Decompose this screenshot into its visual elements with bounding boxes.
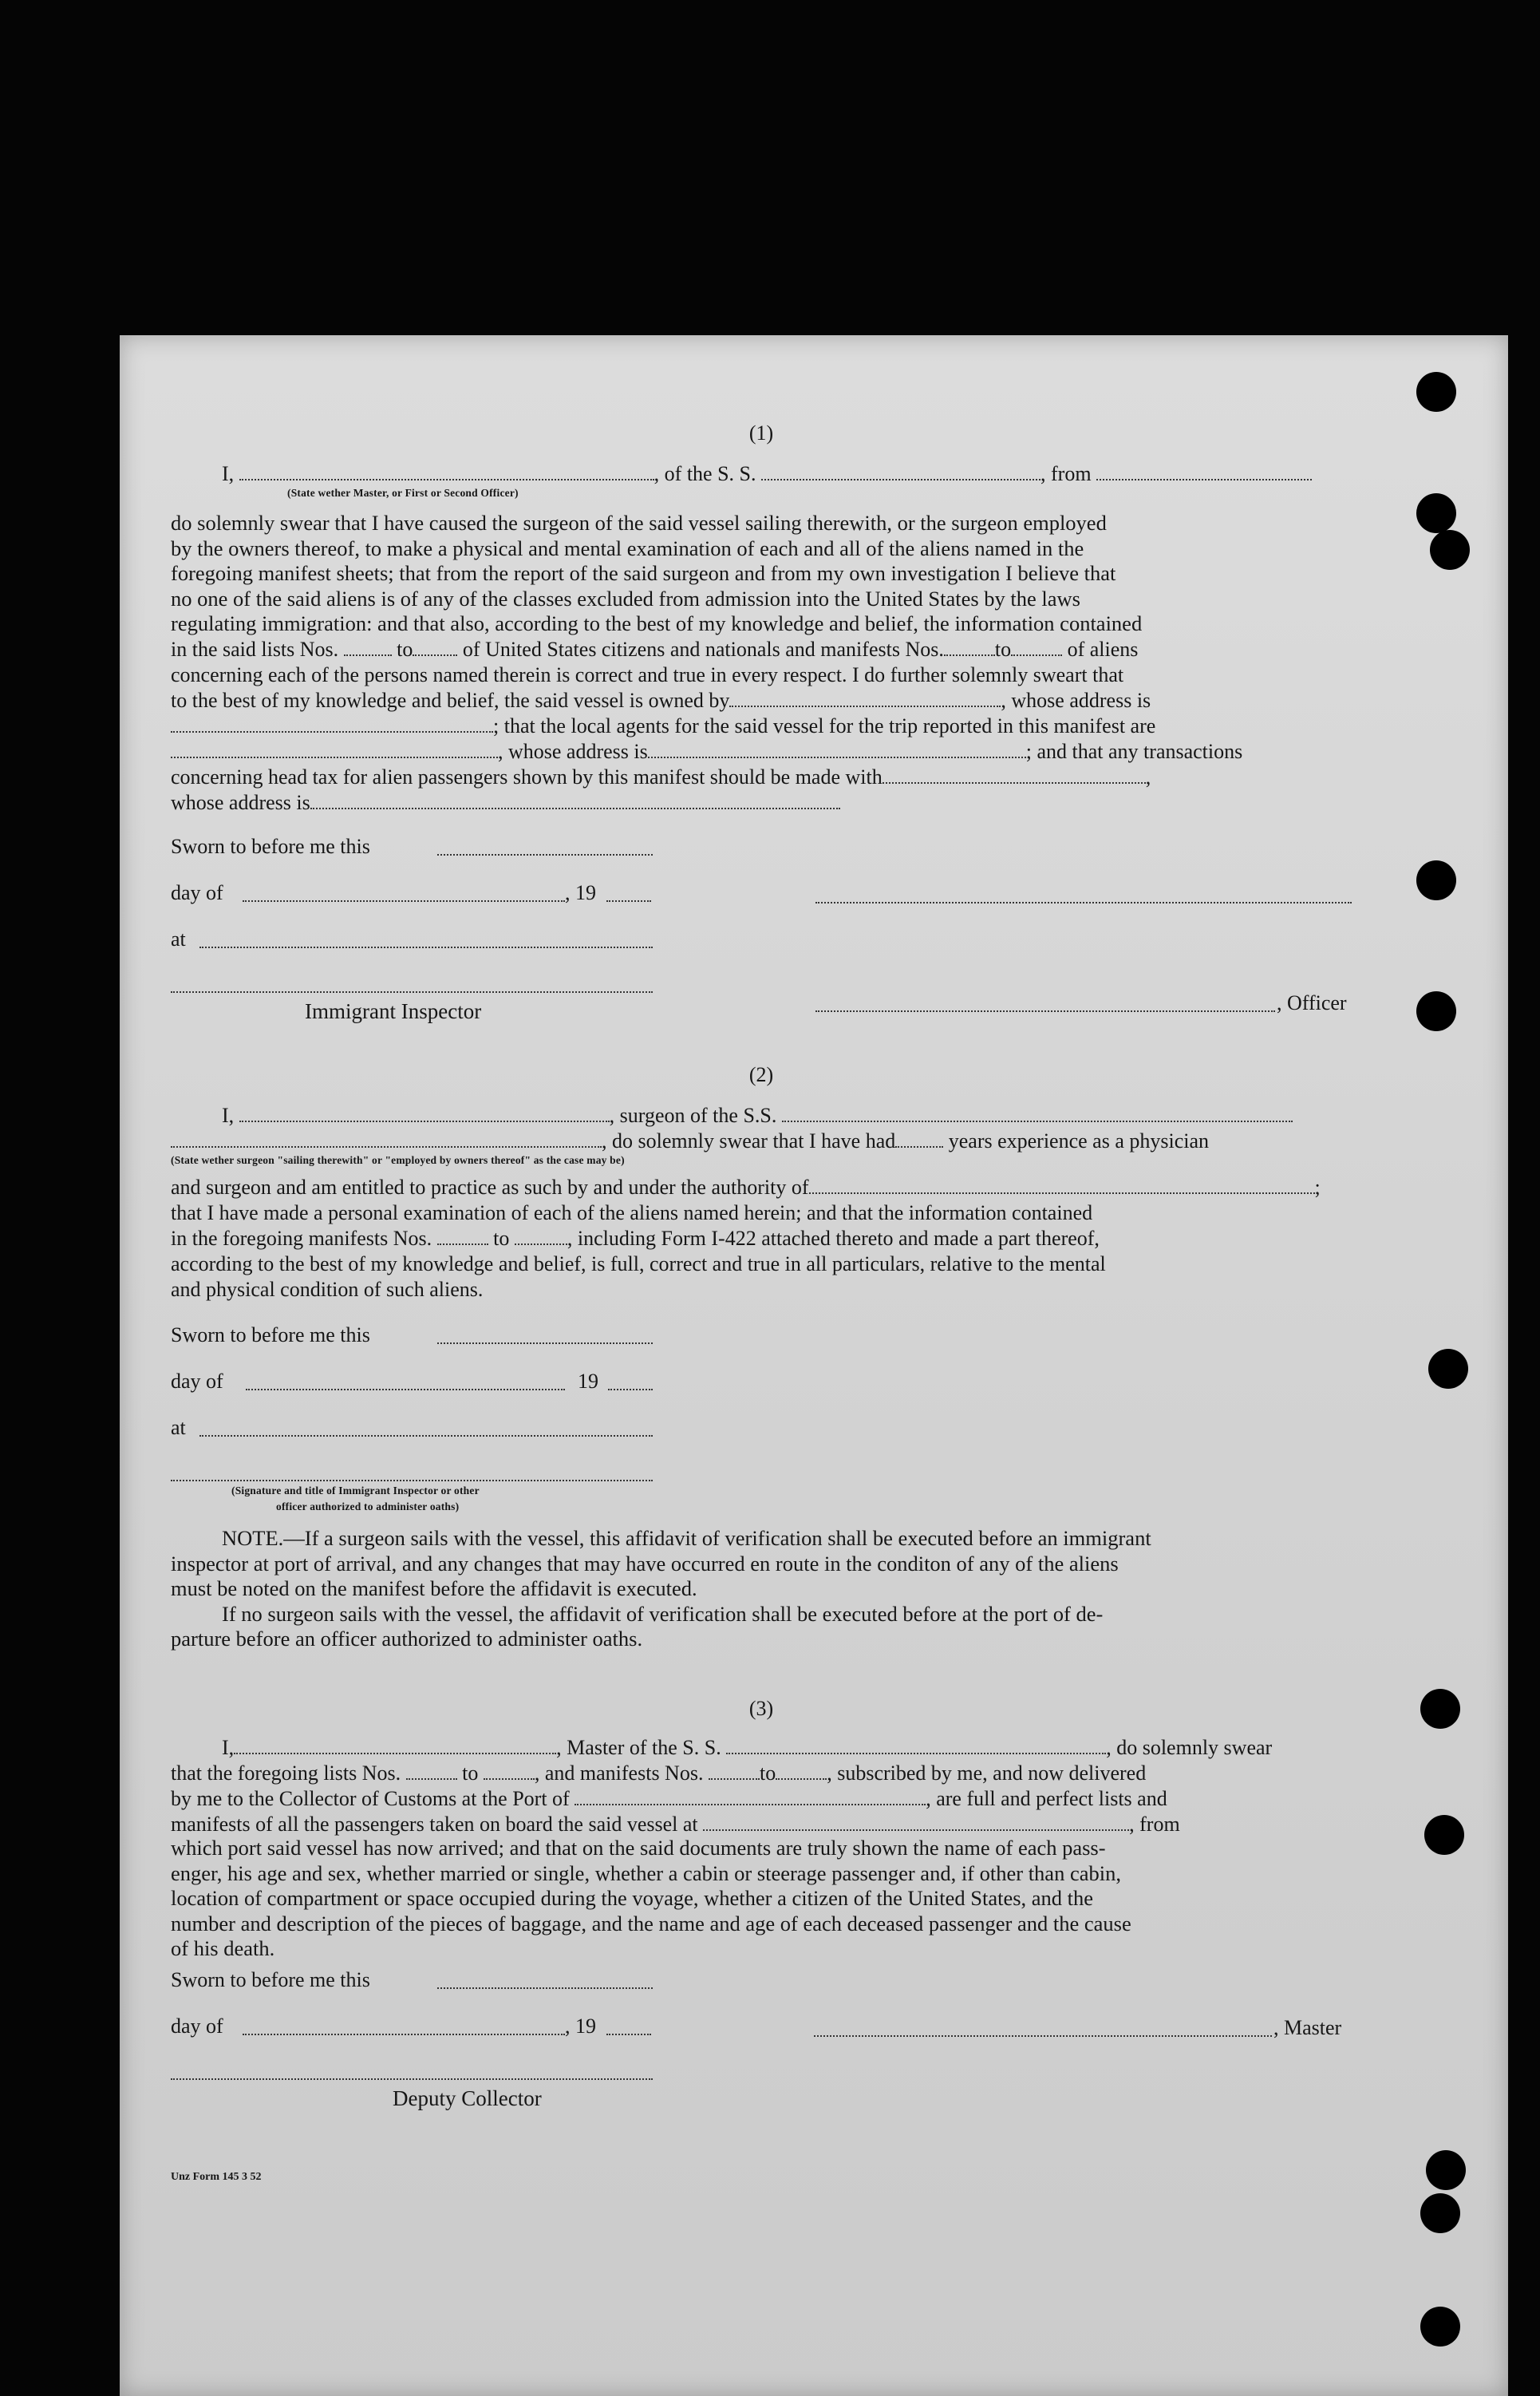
form-sheet (120, 335, 1508, 2396)
oath-line: do solemnly swear that I have caused the surgeon of the said vessel sailing therewith, or the surgeon employed (171, 511, 1107, 535)
year-field[interactable] (608, 1387, 653, 1390)
label-master-of: , Master of the S. S. (556, 1736, 721, 1759)
label-manifests: in the foregoing manifests Nos. (171, 1227, 432, 1250)
note-line: If no surgeon sails with the vessel, the affidavit of verification shall be executed before at the port of de- (222, 1601, 1104, 1626)
label-whose: whose address is (171, 791, 310, 814)
punch-hole (1430, 530, 1470, 570)
label-lists: in the said lists Nos. (171, 638, 339, 661)
note-paragraph (171, 1526, 1352, 1652)
label-owned: to the best of my knowledge and belief, the said vessel is owned by (171, 689, 730, 712)
sworn-label: Sworn to before me this (171, 835, 370, 858)
agents-line (171, 714, 1352, 739)
label-manifests: , and manifests Nos. (534, 1761, 704, 1785)
label-including: , including Form I-422 attached thereto and made a part thereof, (567, 1227, 1100, 1250)
sworn-label: Sworn to before me this (171, 1968, 370, 1991)
month-field[interactable] (246, 1387, 565, 1390)
manifest-to-field[interactable] (1011, 639, 1062, 656)
master-signature-field[interactable] (815, 900, 1352, 903)
at-label: at (171, 1416, 186, 1439)
year-label: 19 (578, 1370, 598, 1393)
day-of-label: day of (171, 881, 223, 904)
label-i: I, (222, 1736, 235, 1759)
label-comma: , (1145, 765, 1151, 789)
according-line: according to the best of my knowledge and belief, is full, correct and true in all particulars, relative to the mental (171, 1252, 1106, 1275)
label-semicolon: ; (1314, 1176, 1321, 1199)
master-title: , Master (1273, 2016, 1342, 2039)
label-of-ss: , of the S. S. (654, 462, 756, 485)
owner-address-field[interactable] (171, 715, 493, 733)
label-to: to (994, 638, 1012, 661)
punch-hole (1416, 991, 1456, 1031)
surgeon-declaration-line (171, 1103, 1352, 1129)
concerning-line: concerning each of the persons named therein is correct and true in every respect. I do further solemnly sweart that (171, 663, 1124, 686)
manifest-from-field[interactable] (944, 639, 995, 656)
officer-name-field[interactable] (239, 463, 654, 480)
officer-signature-field[interactable] (171, 1478, 653, 1481)
section-number: (1) (748, 421, 774, 445)
month-field[interactable] (243, 899, 565, 902)
label-to: to (493, 1227, 510, 1250)
oath-paragraph (171, 511, 1352, 637)
list-from-field[interactable] (406, 1762, 457, 1780)
label-headtax: concerning head tax for alien passengers shown by this manifest should be made with (171, 765, 883, 789)
deputy-collector-title: Deputy Collector (393, 2086, 542, 2110)
manifest-from-field[interactable] (437, 1228, 488, 1245)
owned-line (171, 688, 1352, 714)
form-number: Unz Form 145 3 52 (171, 2171, 262, 2183)
punch-hole (1424, 1815, 1464, 1855)
port-from-field[interactable] (1096, 463, 1312, 480)
sworn-date-field[interactable] (437, 1986, 653, 1989)
label-authority: and surgeon and am entitled to practice as such by and under the authority of (171, 1176, 809, 1199)
officer-title: , Officer (1277, 991, 1347, 1014)
documents-line: which port said vessel has now arrived; and that on the said documents are truly shown the name of each pass- (171, 1836, 1106, 1860)
label-i: I, (222, 462, 235, 485)
years-field[interactable] (895, 1130, 943, 1148)
label-perfect-lists: , are full and perfect lists and (926, 1787, 1167, 1810)
label-transactions: ; and that any transactions (1025, 740, 1243, 763)
punch-hole (1416, 860, 1456, 900)
note-line: parture before an officer authorized to administer oaths. (171, 1627, 643, 1651)
at-label: at (171, 927, 186, 951)
label-agents: ; that the local agents for the said vessel for the trip reported in this manifest are (493, 714, 1156, 737)
sworn-date-field[interactable] (437, 1341, 653, 1344)
punch-hole (1420, 1689, 1460, 1729)
label-citizens: of United States citizens and nationals and manifests Nos. (462, 638, 944, 661)
section-number: (3) (748, 1697, 774, 1720)
master-name-field[interactable] (234, 1737, 556, 1754)
punch-hole (1416, 493, 1456, 533)
punch-hole (1426, 2150, 1466, 2190)
signature-hint: officer authorized to administer oaths) (276, 1500, 460, 1512)
label-swear: , do solemnly swear (1106, 1736, 1273, 1759)
label-taken-on-board: manifests of all the passengers taken on board the said vessel at (171, 1813, 698, 1836)
note-line: inspector at port of arrival, and any changes that may have occurred en route in the conditon of any of the aliens (171, 1551, 1119, 1576)
label-aliens: of aliens (1067, 638, 1139, 661)
collector-line (171, 1786, 1352, 1812)
boarding-port-field[interactable] (703, 1813, 1129, 1831)
label-i: I, (222, 1104, 235, 1127)
punch-hole (1420, 2307, 1460, 2347)
port-field[interactable] (575, 1788, 926, 1805)
owner-field[interactable] (729, 690, 1001, 707)
year-field[interactable] (606, 899, 651, 902)
agents-address-line (171, 739, 1352, 765)
day-of-label: day of (171, 2014, 223, 2038)
label-years: years experience as a physician (948, 1129, 1210, 1153)
manifests-line (171, 1226, 1352, 1251)
place-field[interactable] (199, 1433, 653, 1437)
manifest-from-field[interactable] (709, 1762, 760, 1780)
lists-line (171, 1761, 1352, 1786)
label-from: , from (1129, 1813, 1180, 1836)
day-of-label: day of (171, 1370, 223, 1393)
list-to-field[interactable] (484, 1762, 535, 1780)
label-lists: that the foregoing lists Nos. (171, 1761, 401, 1785)
note-line: NOTE.—If a surgeon sails with the vessel, this affidavit of verification shall be executed before an immigrant (222, 1526, 1151, 1550)
lists-line (171, 637, 1352, 662)
oath-line: no one of the said aliens is of any of the classes excluded from admission into the United States by the laws (171, 586, 1080, 611)
year-field[interactable] (606, 2032, 651, 2035)
label-to: to (397, 638, 413, 661)
manifest-to-field[interactable] (515, 1228, 567, 1245)
punch-hole (1416, 372, 1456, 412)
agents-field[interactable] (171, 741, 498, 758)
surgeon-status-field[interactable] (171, 1130, 602, 1148)
label-address: , whose address is (1001, 689, 1151, 712)
exam-line: that I have made a personal examination of each of the aliens named herein; and that the information contained (171, 1201, 1093, 1224)
manifest-to-field[interactable] (776, 1762, 827, 1780)
label-from: , from (1040, 462, 1092, 485)
headtax-field[interactable] (883, 766, 1146, 784)
year-label: , 19 (565, 881, 596, 904)
collector-signature-field[interactable] (171, 2077, 653, 2080)
condition-line: and physical condition of such aliens. (171, 1278, 484, 1301)
vessel-name-field[interactable] (761, 463, 1040, 480)
authority-field[interactable] (809, 1176, 1315, 1194)
sworn-label: Sworn to before me this (171, 1323, 370, 1346)
headtax-line (171, 765, 1352, 790)
inspector-title: Immigrant Inspector (305, 999, 482, 1023)
label-surgeon-of: , surgeon of the S.S. (609, 1104, 777, 1127)
experience-line (171, 1129, 1352, 1154)
officer-hint: (State wether Master, or First or Second Officer) (287, 487, 519, 499)
whose-line (171, 790, 1352, 816)
punch-hole (1428, 1349, 1468, 1389)
label-to: to (759, 1761, 776, 1785)
signature-hint: (Signature and title of Immigrant Inspector or other (231, 1485, 480, 1497)
surgeon-name-field[interactable] (239, 1105, 610, 1122)
documents-line: number and description of the pieces of baggage, and the name and age of each deceased passenger and the cause (171, 1911, 1131, 1935)
manifests-line (171, 1812, 1352, 1837)
oath-line: regulating immigration: and that also, according to the best of my knowledge and belief, the information contained (171, 611, 1143, 635)
documents-paragraph (171, 1836, 1352, 1962)
vessel-name-field[interactable] (782, 1105, 1293, 1122)
label-subscribed: , subscribed by me, and now delivered (827, 1761, 1147, 1785)
label-swear: , do solemnly swear that I have had (602, 1129, 896, 1153)
officer-signature-field[interactable] (815, 1009, 1275, 1012)
punch-hole (1420, 2193, 1460, 2233)
oath-line: foregoing manifest sheets; that from the report of the said surgeon and from my own investigation I believe that (171, 561, 1116, 585)
note-line: must be noted on the manifest before the affidavit is executed. (171, 1576, 697, 1600)
label-collector: by me to the Collector of Customs at the Port of (171, 1787, 570, 1810)
oath-line: by the owners thereof, to make a physical and mental examination of each and all of the aliens named in the (171, 536, 1084, 560)
documents-line: location of compartment or space occupied during the voyage, whether a citizen of the United States, and the (171, 1886, 1094, 1910)
label-address: , whose address is (498, 740, 648, 763)
headtax-address-field[interactable] (310, 792, 840, 809)
sworn-date-field[interactable] (437, 852, 653, 856)
place-field[interactable] (199, 945, 653, 948)
documents-line: of his death. (171, 1936, 275, 1960)
documents-line: enger, his age and sex, whether married or single, whether a cabin or steerage passenger and, if other than cabin, (171, 1860, 1121, 1885)
master-oath-line (171, 1735, 1352, 1761)
master-declaration-line (171, 461, 1352, 487)
list-to-field[interactable] (413, 639, 457, 656)
section-number: (2) (748, 1063, 774, 1086)
vessel-name-field[interactable] (726, 1737, 1106, 1754)
inspector-signature-field[interactable] (171, 990, 653, 993)
master-signature-field[interactable] (814, 2034, 1272, 2037)
month-field[interactable] (243, 2032, 565, 2035)
surgeon-hint: (State wether surgeon "sailing therewith" or "employed by owners thereof" as the case may be) (171, 1154, 625, 1166)
list-from-field[interactable] (344, 639, 392, 656)
year-label: , 19 (565, 2014, 596, 2038)
label-to: to (462, 1761, 479, 1785)
authority-line (171, 1175, 1352, 1200)
agents-address-field[interactable] (648, 741, 1026, 758)
